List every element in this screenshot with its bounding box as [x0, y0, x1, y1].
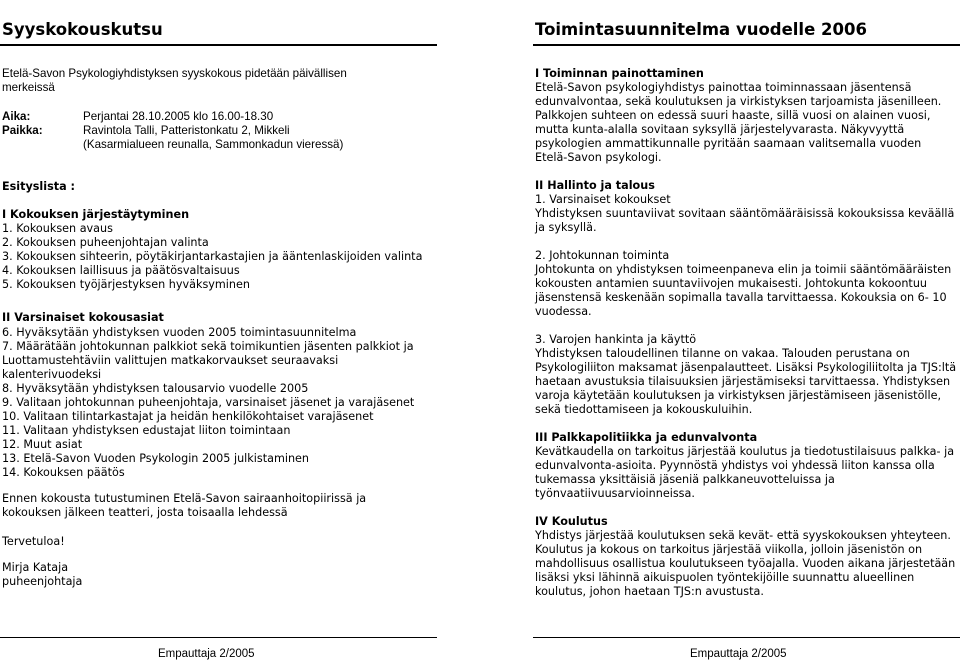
left-footer-rule — [0, 637, 437, 638]
right-footer-rule — [533, 637, 960, 638]
signer-name: Mirja Kataja — [2, 561, 69, 574]
right-content — [535, 67, 957, 599]
s3-heading: III Palkkapolitiikka ja edunvalvonta — [535, 431, 758, 444]
s2-text2: Johtokunta on yhdistyksen toimeenpaneva elin ja toimii sääntömääräisten kokousten antamien suuntaviivojen mukaisesti. Johtokunta kokoontuu jäsenstensä keskenään sopimalla tavalla tarvittaessa. Kokouksia on 6- 10 vuodessa. — [535, 263, 952, 318]
agenda-item: 11. Valitaan yhdistyksen edustajat liiton toimintaan — [2, 424, 291, 437]
esityslista-heading: Esityslista : — [2, 180, 76, 193]
s2-sub3: 3. Varojen hankinta ja käyttö — [535, 333, 697, 346]
agenda-item: 9. Valitaan johtokunnan puheenjohtaja, varsinaiset jäsenet ja varajäsenet — [2, 396, 415, 409]
agenda-item: 12. Muut asiat — [2, 438, 83, 451]
s2-text3: Yhdistyksen taloudellinen tilanne on vakaa. Talouden perustana on Psykologiliiton maksamat jäsenpalautteet. Lisäksi Psykologiliitolta ja TJS:ltä haetaan avustuksia tilaisuuksien järjestämiseksi tarvittaessa. Yhdistyksen varoja käytetään koulutuksen ja virkistyksen järjestämiseen jäsenistölle, sekä tiedottamiseen ja kokouskuluihin. — [535, 347, 957, 416]
agenda-item: 3. Kokouksen sihteerin, pöytäkirjantarkastajien ja ääntenlaskijoiden valinta — [2, 250, 423, 263]
agenda-item: 2. Kokouksen puheenjohtajan valinta — [2, 236, 209, 249]
paikka-line1: Ravintola Talli, Patteristonkatu 2, Mikkeli — [83, 124, 290, 137]
section2-list — [2, 326, 432, 480]
s2-sub2: 2. Johtokunnan toiminta — [535, 249, 670, 262]
agenda-item: 1. Kokouksen avaus — [2, 222, 113, 235]
agenda-item: 14. Kokouksen päätös — [2, 466, 125, 479]
s2-sub1: 1. Varsinaiset kokoukset — [535, 193, 671, 206]
s3-text: Kevätkaudella on tarkoitus järjestää koulutus ja tiedotustilaisuus palkka- ja edunvalvonta-asioita. Pyynnöstä yhdistys voi yhdessä liiton kanssa olla tukemassa yksittäisiä jäseniä palkkaneuvotteluissa ja työnvaatiivuusarvioinneissa. — [535, 445, 955, 500]
agenda-item: 5. Kokouksen työjärjestyksen hyväksyminen — [2, 278, 250, 291]
aika-label: Aika: — [2, 110, 31, 123]
s4-text: Yhdistys järjestää koulutuksen sekä kevät- että syyskokouksen yhteyteen. Koulutus ja kokous on tarkoitus järjestää viikolla, jolloin jäsenistön on mahdollisuus osallistua koulutukseen työajalla. Vuoden aikana järjestetään lisäksi yksi lähinnä aikuispuolen työntekijöille suunnattu alueellinen koulutus, johon haetaan TJS:n avustusta. — [535, 529, 956, 598]
s4-heading: IV Koulutus — [535, 515, 608, 528]
s2-heading: II Hallinto ja talous — [535, 179, 655, 192]
agenda-item: 6. Hyväksytään yhdistyksen vuoden 2005 toimintasuunnitelma — [2, 326, 357, 339]
greeting: Tervetuloa! — [2, 535, 65, 548]
agenda-item: 13. Etelä-Savon Vuoden Psykologin 2005 julkistaminen — [2, 452, 310, 465]
s1-text: Etelä-Savon psykologiyhdistys painottaa toiminnassaan jäsentensä edunvalvontaa, sekä koulutuksen ja virkistyksen tarjoamista jäsenilleen. Palkkojen suhteen on edessä suuri haaste, sillä vuosi on alainen vuosi, mutta kunta-alalla sovitaan syksyllä järjestelyvarasta. Näkyvyyttä psykologien ammattikunnalle pyritään saamaan valitsemalla vuoden Etelä-Savon psykologi. — [535, 81, 942, 164]
left-page-title: Syyskokouskutsu — [2, 20, 163, 39]
left-footer: Empauttaja 2/2005 — [158, 648, 255, 660]
right-title-rule — [533, 44, 960, 46]
section1-heading: I Kokouksen järjestäytyminen — [2, 208, 190, 221]
closing-text: Ennen kokousta tutustuminen Etelä-Savon sairaanhoitopiirissä ja kokouksen jälkeen teatteri, josta toisaalla lehdessä — [2, 492, 367, 519]
right-footer: Empauttaja 2/2005 — [690, 648, 787, 660]
paikka-label: Paikka: — [2, 124, 43, 137]
agenda-item: 8. Hyväksytään yhdistyksen talousarvio vuodelle 2005 — [2, 382, 309, 395]
right-page-title: Toimintasuunnitelma vuodelle 2006 — [535, 20, 867, 39]
section2-heading: II Varsinaiset kokousasiat — [2, 311, 164, 324]
signer-role: puheenjohtaja — [2, 575, 83, 588]
left-title-rule — [0, 44, 437, 46]
agenda-item: 7. Määrätään johtokunnan palkkiot sekä toimikuntien jäsenten palkkiot ja Luottamustehtäviin valittujen matkakorvaukset seuraavaksi kalenterivuodeksi — [2, 340, 414, 381]
s2-text1: Yhdistyksen suuntaviivat sovitaan sääntömääräisissä kokouksissa keväällä ja syksyllä. — [535, 207, 955, 234]
section1-list — [2, 222, 432, 292]
agenda-item: 10. Valitaan tilintarkastajat ja heidän henkilökohtaiset varajäsenet — [2, 410, 374, 423]
meeting-intro: Etelä-Savon Psykologiyhdistyksen syyskokous pidetään päivällisen merkeissä — [2, 67, 347, 94]
paikka-line2: (Kasarmialueen reunalla, Sammonkadun vieressä) — [83, 138, 344, 151]
s1-heading: I Toiminnan painottaminen — [535, 67, 704, 80]
agenda-item: 4. Kokouksen laillisuus ja päätösvaltaisuus — [2, 264, 240, 277]
aika-value: Perjantai 28.10.2005 klo 16.00-18.30 — [83, 110, 274, 123]
